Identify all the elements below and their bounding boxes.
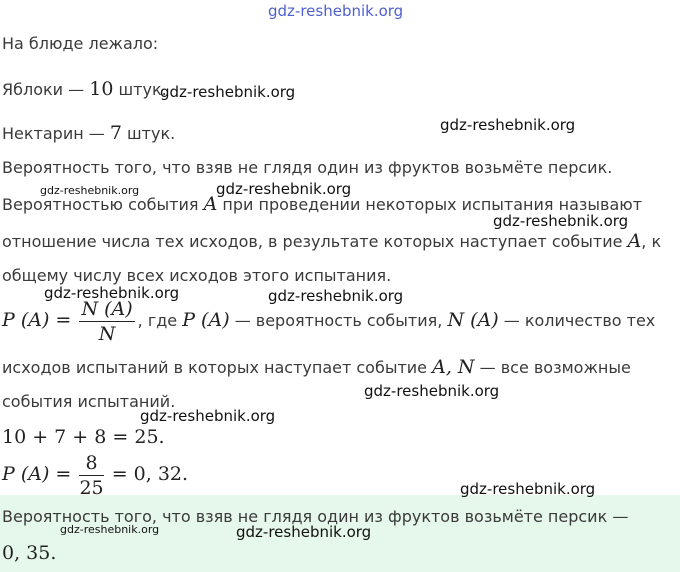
text-line-definition-3: общему числу всех исходов этого испытания. bbox=[2, 266, 392, 285]
watermark: gdz-reshebnik.org bbox=[44, 284, 180, 302]
watermark: gdz-reshebnik.org bbox=[160, 83, 296, 101]
header-watermark: gdz-reshebnik.org bbox=[268, 2, 404, 20]
watermark: gdz-reshebnik.org bbox=[460, 480, 596, 498]
watermark: gdz-reshebnik.org bbox=[236, 523, 372, 541]
text-line-apples: Яблоки — 10 штук. bbox=[2, 78, 167, 100]
watermark: gdz-reshebnik.org bbox=[493, 212, 629, 230]
formula-probability: P (A) = $\frac{N (A)}{N}$ , где P (A) — вероятность события, N (A) — количество тех bbox=[2, 298, 656, 345]
watermark: gdz-reshebnik.org bbox=[60, 523, 160, 536]
watermark: gdz-reshebnik.org bbox=[216, 180, 352, 198]
answer-value: 0, 35. bbox=[2, 542, 57, 564]
fraction-8-over-25: $\frac{8}{25}$ bbox=[79, 452, 104, 499]
watermark: gdz-reshebnik.org bbox=[140, 407, 276, 425]
text-line-definition-1: Вероятностью события A при проведении некоторых испытания называют bbox=[2, 193, 643, 215]
text-line-question: Вероятность того, что взяв не глядя один из фруктов возьмёте персик. bbox=[2, 158, 613, 177]
watermark: gdz-reshebnik.org bbox=[40, 184, 140, 197]
watermark: gdz-reshebnik.org bbox=[364, 382, 500, 400]
fraction-n-a-over-n: $\frac{N (A)}{N}$ bbox=[81, 298, 133, 345]
watermark: gdz-reshebnik.org bbox=[268, 287, 404, 305]
text-line-outcomes: исходов испытаний в которых наступает событие A, N — все возможные bbox=[2, 356, 631, 378]
formula-result: P (A) = $\frac{8}{25}$ = 0, 32. bbox=[2, 452, 189, 499]
answer-text: Вероятность того, что взяв не глядя один из фруктов возьмёте персик — bbox=[2, 507, 629, 526]
formula-sum: 10 + 7 + 8 = 25. bbox=[2, 426, 165, 448]
watermark: gdz-reshebnik.org bbox=[440, 116, 576, 134]
text-line-events: события испытаний. bbox=[2, 392, 176, 411]
text-line-definition-2: отношение числа тех исходов, в результате которых наступает событие A, к bbox=[2, 230, 662, 252]
text-line-1: На блюде лежало: bbox=[2, 34, 159, 53]
text-line-nectarines: Нектарин — 7 штук. bbox=[2, 122, 176, 144]
